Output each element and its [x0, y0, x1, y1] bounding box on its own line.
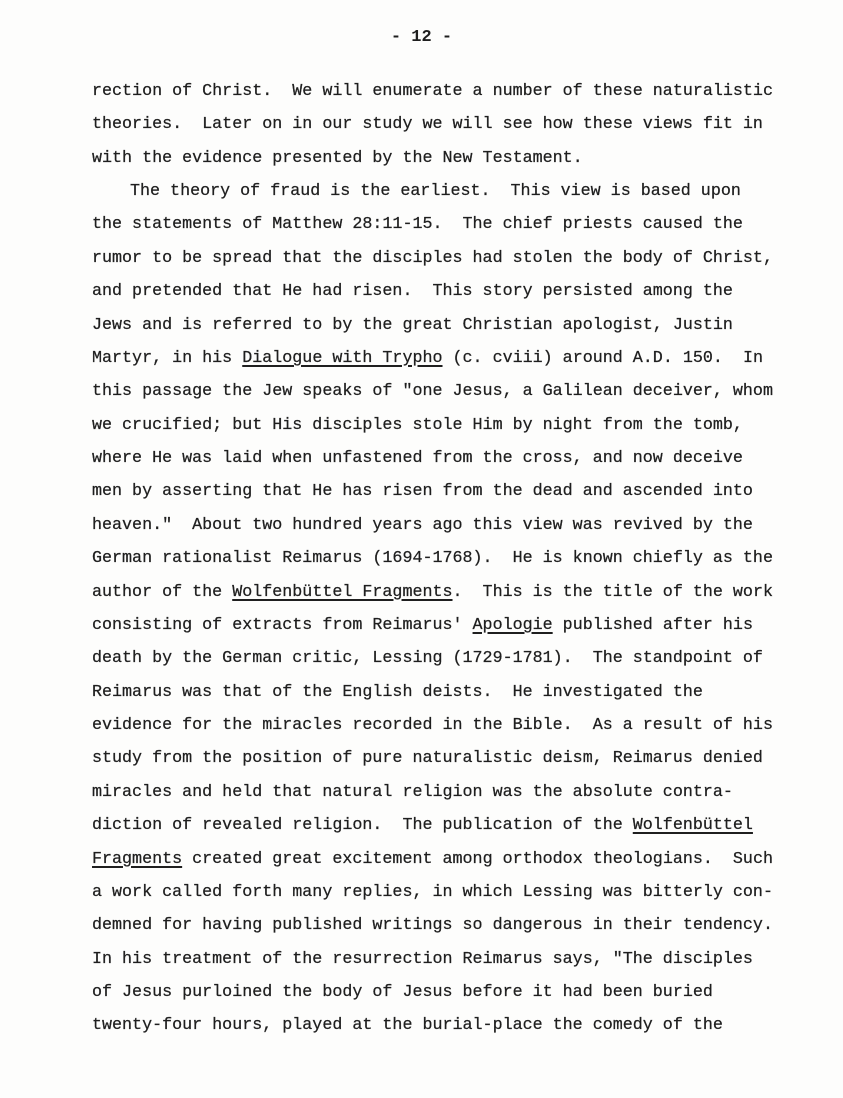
text-segment: created great excitement among orthodox theologians. Such — [182, 849, 773, 869]
text-line — [92, 716, 773, 736]
text-line — [92, 1016, 723, 1036]
text-line — [92, 449, 743, 469]
text-line — [92, 549, 773, 569]
underlined-title: Wolfenbüttel — [632, 816, 753, 836]
text-line — [92, 850, 773, 870]
text-line — [92, 382, 773, 402]
text-segment: with the evidence presented by the New Testament. — [92, 148, 583, 168]
text-line — [92, 683, 703, 703]
text-line — [92, 783, 733, 803]
text-line — [92, 749, 763, 769]
text-segment: consisting of extracts from Reimarus' — [92, 615, 473, 635]
text-line — [130, 182, 741, 202]
text-segment: Martyr, in his — [92, 348, 243, 368]
text-segment: a work called forth many replies, in which Lessing was bitterly con- — [92, 882, 773, 902]
text-line — [92, 649, 763, 669]
underlined-title: Apologie — [472, 615, 553, 635]
text-segment: diction of revealed religion. The publication of the — [92, 816, 633, 836]
text-line — [92, 316, 733, 336]
text-line — [92, 82, 773, 102]
underlined-title: Fragments — [92, 849, 183, 869]
text-line — [92, 983, 713, 1003]
text-line — [92, 583, 773, 603]
underlined-title: Wolfenbüttel Fragments — [232, 582, 453, 602]
text-segment: In his treatment of the resurrection Reimarus says, "The disciples — [92, 949, 753, 969]
text-line — [92, 149, 583, 169]
text-segment: (c. cviii) around A.D. 150. In — [442, 348, 763, 368]
text-segment: published after his — [552, 615, 753, 635]
text-line — [92, 482, 753, 502]
text-line — [92, 416, 743, 436]
text-segment: rumor to be spread that the disciples had stolen the body of Christ, — [92, 248, 773, 268]
text-segment: miracles and held that natural religion was the absolute contra- — [92, 782, 733, 802]
text-segment: this passage the Jew speaks of "one Jesus, a Galilean deceiver, whom — [92, 382, 773, 402]
text-segment: evidence for the miracles recorded in the Bible. As a result of his — [92, 716, 773, 736]
text-segment: and pretended that He had risen. This story persisted among the — [92, 282, 733, 302]
text-line — [92, 282, 733, 302]
text-line — [92, 249, 773, 269]
text-line — [92, 215, 743, 235]
text-segment: the statements of Matthew 28:11-15. The chief priests caused the — [92, 215, 743, 235]
text-line — [92, 950, 753, 970]
text-segment: men by asserting that He has risen from the dead and ascended into — [92, 482, 753, 502]
text-segment: death by the German critic, Lessing (1729-1781). The standpoint of — [92, 649, 763, 669]
text-segment: Reimarus was that of the English deists. He investigated the — [92, 682, 703, 702]
text-segment: demned for having published writings so dangerous in their tendency. — [92, 916, 773, 936]
text-segment: twenty-four hours, played at the burial-place the comedy of the — [92, 1016, 723, 1036]
text-line — [92, 349, 763, 369]
text-segment: Jews and is referred to by the great Christian apologist, Justin — [92, 315, 733, 335]
text-segment: we crucified; but His disciples stole Him by night from the tomb, — [92, 415, 743, 435]
text-segment: study from the position of pure naturalistic deism, Reimarus denied — [92, 749, 763, 769]
text-segment: of Jesus purloined the body of Jesus before it had been buried — [92, 982, 713, 1002]
text-segment: heaven." About two hundred years ago this view was revived by the — [92, 515, 753, 535]
text-line — [92, 616, 753, 636]
text-segment: The theory of fraud is the earliest. This view is based upon — [130, 182, 741, 202]
text-segment: German rationalist Reimarus (1694-1768). He is known chiefly as the — [92, 549, 773, 569]
page-number: - 12 - — [390, 28, 453, 47]
text-line — [92, 916, 773, 936]
text-line — [92, 516, 753, 536]
underlined-title: Dialogue with Trypho — [242, 348, 443, 368]
text-segment: author of the — [92, 582, 233, 602]
text-segment: rection of Christ. We will enumerate a number of these naturalistic — [92, 82, 773, 101]
text-line — [92, 115, 763, 135]
text-segment: theories. Later on in our study we will see how these views fit in — [92, 115, 763, 135]
text-line — [92, 883, 773, 903]
text-segment: where He was laid when unfastened from the cross, and now deceive — [92, 449, 743, 469]
text-segment: . This is the title of the work — [452, 582, 773, 602]
text-line — [92, 816, 753, 836]
